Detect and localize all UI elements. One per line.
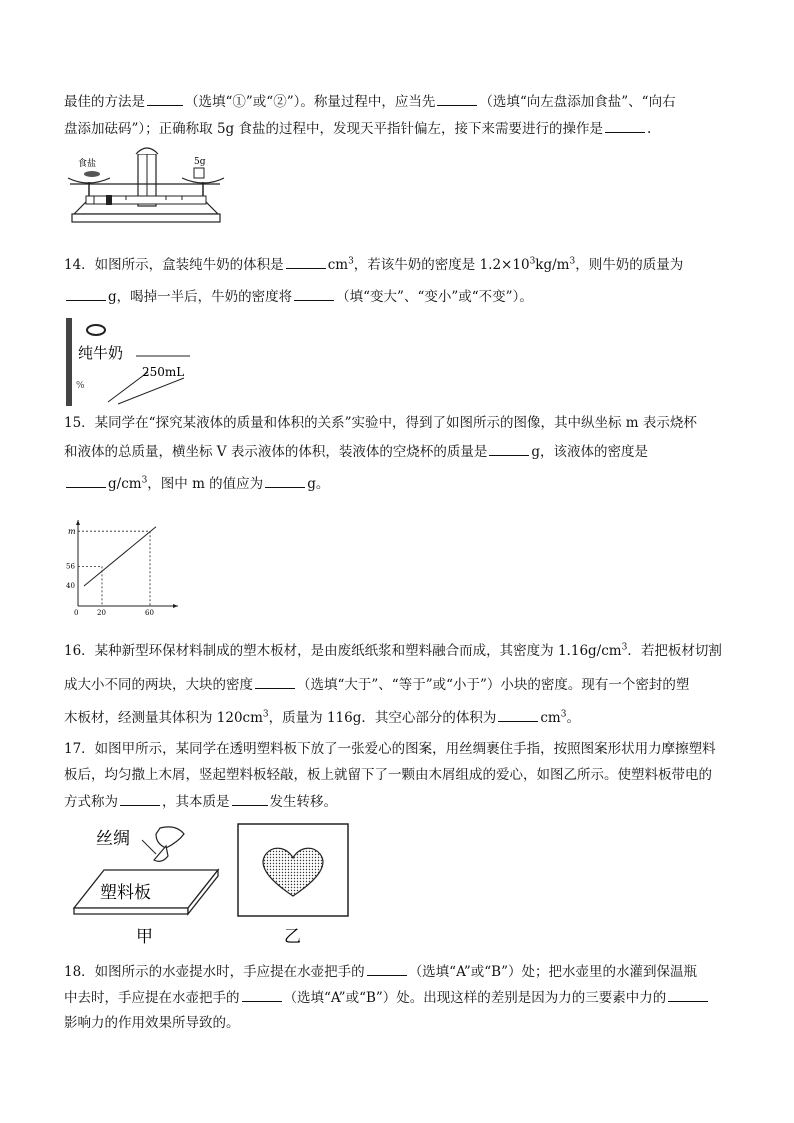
q17-line-1: 17．如图甲所示，某同学在透明塑料板下放了一张爱心的图案，用丝绸裹住手指，按照图案形状用力摩擦塑料 [64,741,716,757]
answer-blank[interactable] [120,792,160,806]
fig-volume-label: 250mL [142,365,185,379]
answer-blank[interactable] [66,474,106,488]
figure-yi-heart [236,820,352,948]
q14-line-1: 14．如图所示，盒装纯牛奶的体积是 $cm^3$，若该牛奶的密度是 $1.2\times 10^3kg/m^3$，则牛奶的质量为 [64,256,684,273]
q18-line-3: 影响力的作用效果所导致的。 [64,1015,240,1031]
q18-line-2: 中去时，手应提在水壶把手的 （选填“A”或“B”）处。出现这样的差别是因为力的三要素中力的 [64,988,710,1007]
answer-blank[interactable] [286,255,326,269]
answer-blank[interactable] [232,792,268,806]
fig-label-weight: 5g [194,157,206,167]
q16-line-1: 16．某种新型环保材料制成的塑木板材，是由废纸纸浆和塑料融合而成，其密度为 $1.16g/cm^3$．若把板材切割 [64,642,722,659]
answer-blank[interactable] [605,119,645,133]
answer-blank[interactable] [498,708,538,722]
answer-blank[interactable] [147,92,183,106]
answer-blank[interactable] [668,988,708,1002]
fig-brand-label: 纯牛奶 [78,344,124,362]
q17-line-3: 方式称为 ，其本质是 发生转移。 [64,794,337,810]
q13-line-1: 最佳的方法是 （选填“①”或“②”）。称量过程中，应当先 （选填“向左盘添加食盐”、“向右 [64,94,676,110]
svg-text:%: % [76,381,85,391]
q17-line-2: 板后，均匀撒上木屑，竖起塑料板轻敲，板上就留下了一颗由木屑组成的爱心，如图乙所示。使塑料板带电的 [64,767,712,783]
data-line [84,527,156,586]
fig-label-salt: 食盐 [78,159,97,169]
y-tick-label-m: m [68,527,76,537]
y-tick-label: 40 [66,582,75,590]
mass-volume-chart [62,516,182,616]
y-tick-label: 56 [66,562,75,571]
fig-label-yi: 乙 [284,927,301,947]
answer-blank[interactable] [66,287,106,301]
q13-line-2: 盘添加砝码”）；正确称取 5g 食盐的过程中，发现天平指针偏左，接下来需要进行的操作是 . [64,121,652,137]
q15-line-1: 15．某同学在“探究某液体的质量和体积的关系”实验中，得到了如图所示的图像，其中纵坐标 m 表示烧杯 [64,415,697,431]
x-tick-label: 0 [74,609,79,616]
milk-carton-figure [64,316,194,408]
answer-blank[interactable] [489,442,529,456]
answer-blank[interactable] [294,287,334,301]
q18-line-1: 18．如图所示的水壶提水时，手应提在水壶把手的 （选填“A”或“B”）处；把水壶里的水灌到保温瓶 [64,964,697,980]
fig-label-board: 塑料板 [100,883,151,903]
x-tick-label: 20 [97,609,106,616]
figure-jia-rubbing [70,820,220,948]
answer-blank[interactable] [367,962,407,976]
q16-line-2: 成大小不同的两块，大块的密度 （选填“大于”、“等于”或“小于”）小块的密度。现有一个密封的塑 [64,677,690,693]
q15-line-2: 和液体的总质量，横坐标 V 表示液体的体积，装液体的空烧杯的质量是 g，该液体的密度是 [64,444,648,460]
q15-line-3: $g/cm^3$，图中 m 的值应为 g。 [64,474,329,493]
answer-blank[interactable] [437,92,477,106]
answer-blank[interactable] [255,675,295,689]
x-tick-label: 60 [145,609,154,616]
answer-blank[interactable] [242,988,282,1002]
fig-label-jia: 甲 [136,927,153,947]
fig-label-silk: 丝绸 [96,829,130,849]
q16-line-3: 木板材，经测量其体积为 $120cm^3$，质量为 116g．其空心部分的体积为 $cm^3$。 [64,709,580,726]
answer-blank[interactable] [265,474,305,488]
balance-scale-figure [66,140,226,228]
q14-line-2: g，喝掉一半后，牛奶的密度将 （填“变大”、“变小”或“不变”）。 [64,287,533,306]
